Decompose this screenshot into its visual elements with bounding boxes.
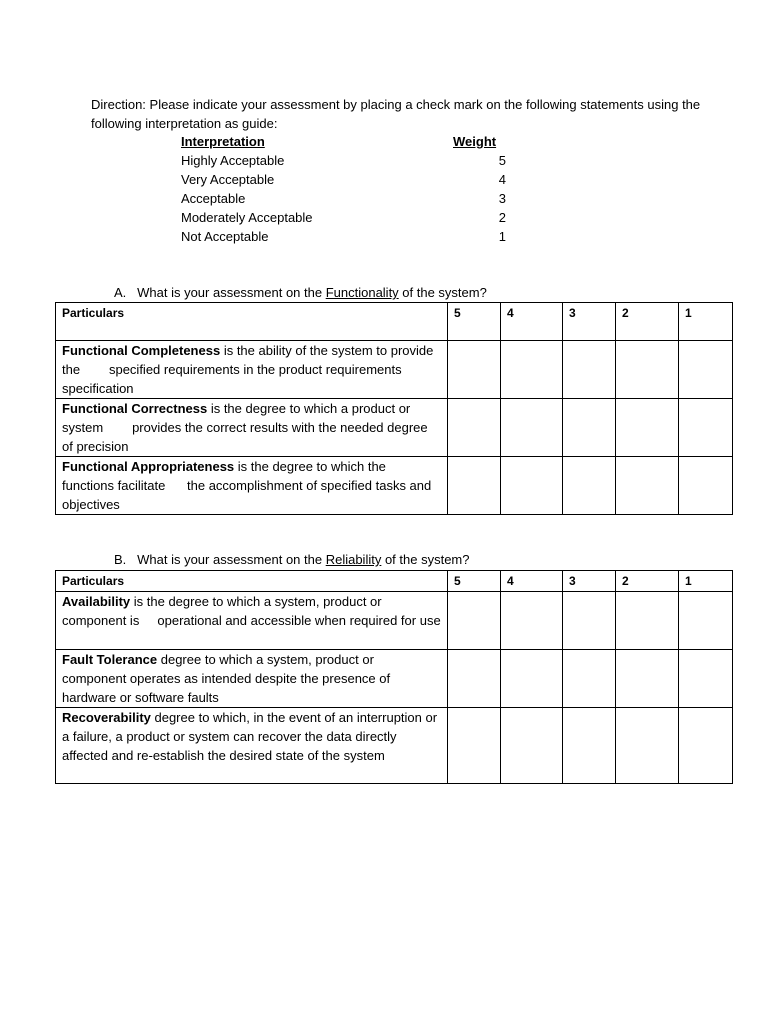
particular-cell [56,592,448,650]
table-header-row [56,303,733,341]
header-2: 2 [616,303,679,341]
scale-row [181,189,511,208]
functionality-table [55,302,733,515]
rating-cell-2[interactable] [616,399,679,457]
particular-desc: is the degree to which a product or system provides the correct results with the needed degree of precision [62,401,432,454]
header-3: 3 [563,571,616,592]
particular-desc: degree to which, in the event of an interruption or a failure, a product or system can recover the data directly affected and re-establish the desired state of the system [62,710,441,763]
particular-desc: degree to which a system, product or component operates as intended despite the presence of hardware or software faults [62,652,394,705]
table-row [56,457,733,515]
table-header-row [56,571,733,592]
question-reliability [114,551,470,569]
interpretation-scale [181,132,511,246]
rating-cell-5[interactable] [448,457,501,515]
table-row [56,341,733,399]
rating-cell-1[interactable] [679,708,733,784]
question-functionality [114,284,487,302]
scale-header-weight: Weight [453,134,497,149]
table-row [56,650,733,708]
particular-cell [56,341,448,399]
rating-cell-3[interactable] [563,341,616,399]
scale-row [181,170,511,189]
rating-cell-4[interactable] [501,708,563,784]
scale-label: Acceptable [181,191,246,206]
particular-desc: is the degree to which the functions facilitate the accomplishment of specified tasks and objectives [62,459,435,512]
scale-row [181,151,511,170]
rating-cell-4[interactable] [501,399,563,457]
rating-cell-2[interactable] [616,592,679,650]
rating-cell-5[interactable] [448,399,501,457]
particular-desc: is the ability of the system to provide the specified requirements in the product requirements specification [62,343,437,396]
scale-header [181,132,511,151]
rating-cell-2[interactable] [616,708,679,784]
particular-term: Fault Tolerance [62,652,158,667]
particular-term: Functional Completeness [62,343,221,358]
rating-cell-1[interactable] [679,341,733,399]
rating-cell-4[interactable] [501,592,563,650]
rating-cell-1[interactable] [679,399,733,457]
header-5: 5 [448,303,501,341]
header-particulars: Particulars [56,571,448,592]
rating-cell-3[interactable] [563,399,616,457]
question-term: Functionality [325,285,399,300]
rating-cell-5[interactable] [448,650,501,708]
rating-cell-5[interactable] [448,708,501,784]
rating-cell-2[interactable] [616,341,679,399]
table-row [56,592,733,650]
direction-text: Direction: Please indicate your assessment by placing a check mark on the following statements using the following interpretation as guide: [91,97,701,131]
rating-cell-2[interactable] [616,650,679,708]
question-suffix: of the system? [381,552,470,567]
scale-weight: 2 [498,210,506,225]
particular-cell [56,650,448,708]
question-suffix: of the system? [398,285,487,300]
particular-cell [56,708,448,784]
particular-cell [56,457,448,515]
header-3: 3 [563,303,616,341]
particular-cell [56,399,448,457]
rating-cell-3[interactable] [563,650,616,708]
particular-term: Functional Appropriateness [62,459,235,474]
particular-term: Availability [62,594,131,609]
header-5: 5 [448,571,501,592]
question-term: Reliability [325,552,382,567]
table-row [56,399,733,457]
rating-cell-3[interactable] [563,708,616,784]
scale-row [181,227,511,246]
header-4: 4 [501,571,563,592]
scale-weight: 5 [498,153,506,168]
header-2: 2 [616,571,679,592]
question-prefix: B. What is your assessment on the [114,552,326,567]
rating-cell-1[interactable] [679,650,733,708]
rating-cell-5[interactable] [448,341,501,399]
scale-label: Very Acceptable [181,172,275,187]
rating-cell-4[interactable] [501,457,563,515]
header-4: 4 [501,303,563,341]
scale-row [181,208,511,227]
scale-label: Not Acceptable [181,229,269,244]
rating-cell-4[interactable] [501,650,563,708]
scale-label: Highly Acceptable [181,153,285,168]
scale-label: Moderately Acceptable [181,210,313,225]
rating-cell-5[interactable] [448,592,501,650]
rating-cell-3[interactable] [563,592,616,650]
header-1: 1 [679,571,733,592]
particular-term: Recoverability [62,710,151,725]
scale-weight: 1 [498,229,506,244]
rating-cell-1[interactable] [679,457,733,515]
scale-header-interpretation: Interpretation [181,134,265,149]
particular-desc: is the degree to which a system, product or component is operational and accessible when required for use [62,594,441,628]
question-prefix: A. What is your assessment on the [114,285,326,300]
rating-cell-2[interactable] [616,457,679,515]
rating-cell-1[interactable] [679,592,733,650]
particular-term: Functional Correctness [62,401,208,416]
reliability-table [55,570,733,784]
table-row [56,708,733,784]
rating-cell-3[interactable] [563,457,616,515]
rating-cell-4[interactable] [501,341,563,399]
scale-weight: 4 [498,172,506,187]
header-1: 1 [679,303,733,341]
header-particulars: Particulars [56,303,448,341]
scale-weight: 3 [498,191,506,206]
